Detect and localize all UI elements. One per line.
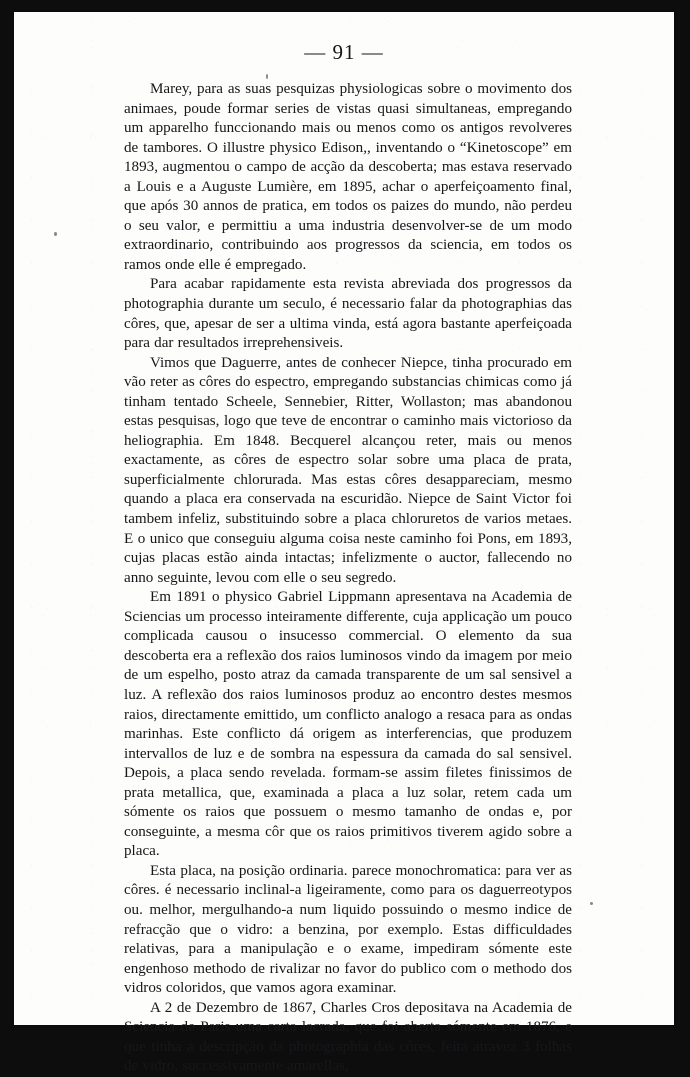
paragraph-charles-cros: A 2 de Dezembro de 1867, Charles Cros depositava na Academia de Sciencia de Paris uma carta lacrada, que foi aberta sómente em 1876, e que tinha a descripção da photographia das côres, feita atravez 3 folhas de vidro, successivamente amarellas, <box>124 999 572 1075</box>
paragraph-daguerre-becquerel-pons: Vimos que Daguerre, antes de conhecer Niepce, tinha procurado em vão reter as côres do espectro, empregando substancias chimicas como já tinham tentado Scheele, Sennebier, Ritter, Wollaston; mas abandonou estas pesquisas, logo que teve de encontrar o caminho mais victorioso da heliographia. Em 1848. Becquerel alcançou reter, mais ou menos exactamente, as côres de espectro solar sobre uma placa de prata, superficialmente chlorurada. Mas estas côres desappareciam, mesmo quando a placa era conservada na escuridão. Niepce de Saint Victor foi tambem infeliz, substituindo sobre a placa chloruretos de varios metaes. E o unico que conseguiu alguma coisa neste caminho foi Pons, em 1893, cujas placas estão ainda intactas; infelizmente o auctor, fallecendo no anno seguinte, levou com elle o seu segredo. <box>124 354 572 586</box>
paragraph-lippmann: Em 1891 o physico Gabriel Lippmann apresentava na Academia de Sciencias um processo inteiramente differente, cuja applicação um pouco complicada causou o insucesso commercial. O elemento da sua descoberta era a reflexão dos raios luminosos vindo da imagem por meio de um espelho, posto atraz da camada transparente de um sal sensivel a luz. A reflexão dos raios luminosos produz ao encontro destes mesmos raios, directamente emittido, um conflicto analogo a resaca para as ondas marinhas. Este conflicto dá origem as interferencias, que produzem intervallos de luz e de sombra na espessura da camada do sal sensivel. Depois, a placa sendo revelada. formam-se assim filetes finissimos de prata metallica, que, examinada a placa a luz solar, retem cada um sómente os raios que possuem o mesmo tamanho de ondas e, por conseguinte, a mesma côr que os raios primitivos tiverem agido sobre a placa. <box>124 589 572 860</box>
ink-speck <box>266 74 268 79</box>
paragraph-marey-edison-lumiere: Marey, para as suas pesquizas physiologicas sobre o movimento dos animaes, poude formar series de vistas quasi simultaneas, empregando um apparelho funccionando mais ou menos como os antigos revolveres de tambores. O illustre physico Edison,, inventando o “Kinetoscope” em 1893, augmentou o campo de acção da descoberta; mas estava reservado a Louis e a Auguste Lumière, em 1895, achar o aperfeiçoamento final, que após 30 annos de pratica, em todos os paizes do mundo, não perdeu o seu valor, e permittiu a uma industria desenvolver-se de um modo extraordinario, contribuindo aos progressos da sciencia, em todos os ramos onde elle é empregado. <box>124 81 572 273</box>
paragraph-revista-abreviada: Para acabar rapidamente esta revista abreviada dos progressos da photographia durante um seculo, é necessario falar da photographias das côres, que, apesar de ser a ultima vinda, está agora bastante aperfeiçoada para dar resultados irreprehensiveis. <box>124 276 572 352</box>
page-folio-number: — 91 — <box>304 40 384 64</box>
paragraph-placa-monochromatica: Esta placa, na posição ordinaria. parece monochromatica: para ver as côres. é necessario inclinal-a ligeiramente, como para os daguerreotypos ou. melhor, mergulhando-a num liquido possuindo o mesmo indice de refracção que o vidro: a benzina, por exemplo. Estas difficuldades relativas, para a manipulação e o exame, impediram sómente este engenhoso methodo de rivalizar no favor do publico com o methodo dos vidros coloridos, que vamos agora examinar. <box>124 862 572 997</box>
ink-speck <box>590 902 593 905</box>
ink-speck <box>54 232 57 236</box>
page-sheet <box>14 12 674 1075</box>
body-text-column <box>124 80 572 1077</box>
